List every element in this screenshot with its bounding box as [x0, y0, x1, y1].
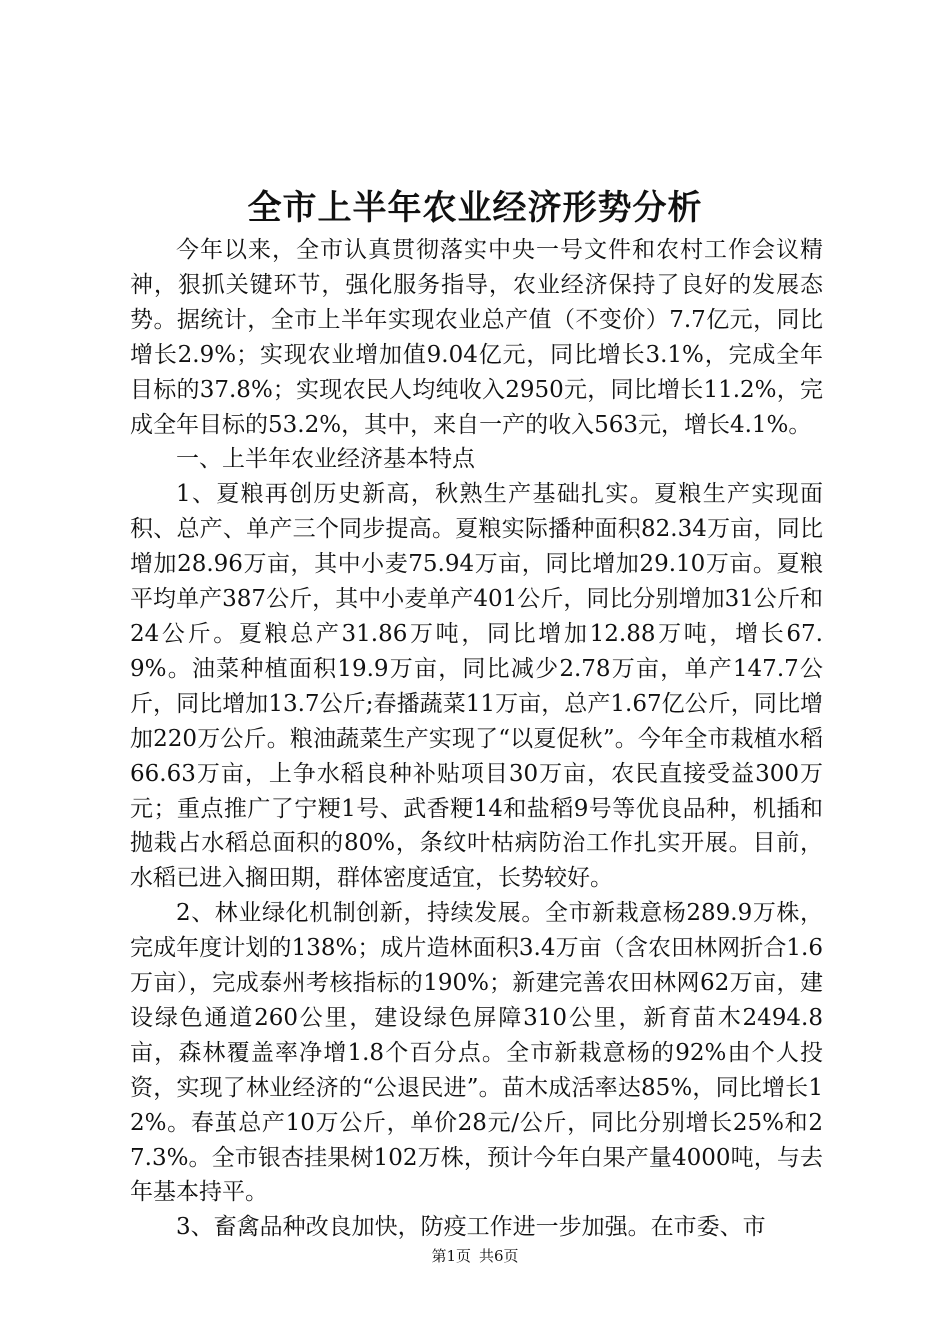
page-footer — [0, 1245, 950, 1267]
section-heading: 一、上半年农业经济基本特点 — [176, 446, 475, 473]
paragraph-forestry: 2、林业绿化机制创新，持续发展。全市新栽意杨289.9万株，完成年度计划的138%；成片造林面积3.4万亩（含农田林网折合1.6万亩），完成泰州考核指标的190%；新建完善农田林网62万亩，建设绿色通道260公里，建设绿色屏障310公里，新育苗木2494.8亩，森林覆盖率净增1.8个百分点。全市新栽意杨的92%由个人投资，实现了林业经济的“公退民进”。苗木成活率达85%，同比增长12%。春茧总产10万公斤，单价28元/公斤，同比分别增长25%和27.3%。全市银杏挂果树102万株，预计今年白果产量4000吨，与去年基本持平。 — [130, 900, 823, 1206]
page-number: 第1页 — [431, 1247, 471, 1265]
paragraph-grain: 1、夏粮再创历史新高，秋熟生产基础扎实。夏粮生产实现面积、总产、单产三个同步提高。夏粮实际播种面积82.34万亩，同比增加28.96万亩，其中小麦75.94万亩，同比增加29.10万亩。夏粮平均单产387公斤，其中小麦单产401公斤，同比分别增加31公斤和24公斤。夏粮总产31.86万吨，同比增加12.88万吨，增长67.9%。油菜种植面积19.9万亩，同比减少2.78万亩，单产147.7公斤，同比增加13.7公斤;春播蔬菜11万亩，总产1.67亿公斤，同比增加220万公斤。粮油蔬菜生产实现了“以夏促秋”。今年全市栽植水稻66.63万亩，上争水稻良种补贴项目30万亩，农民直接受益300万元；重点推广了宁粳1号、武香粳14和盐稻9号等优良品种，机插和抛栽占水稻总面积的80%，条纹叶枯病防治工作扎实开展。目前，水稻已进入搁田期，群体密度适宜，长势较好。 — [130, 481, 823, 892]
page-total: 共6页 — [479, 1247, 519, 1265]
paragraph-livestock: 3、畜禽品种改良加快，防疫工作进一步加强。在市委、市 — [176, 1214, 766, 1241]
document-body — [130, 233, 823, 1245]
document-title: 全市上半年农业经济形势分析 — [247, 188, 703, 228]
paragraph-intro: 今年以来，全市认真贯彻落实中央一号文件和农村工作会议精神，狠抓关键环节，强化服务指导，农业经济保持了良好的发展态势。据统计，全市上半年实现农业总产值（不变价）7.7亿元，同比增长2.9%；实现农业增加值9.04亿元，同比增长3.1%，完成全年目标的37.8%；实现农民人均纯收入2950元，同比增长11.2%，完成全年目标的53.2%，其中，来自一产的收入563元，增长4.1%。 — [130, 237, 823, 438]
